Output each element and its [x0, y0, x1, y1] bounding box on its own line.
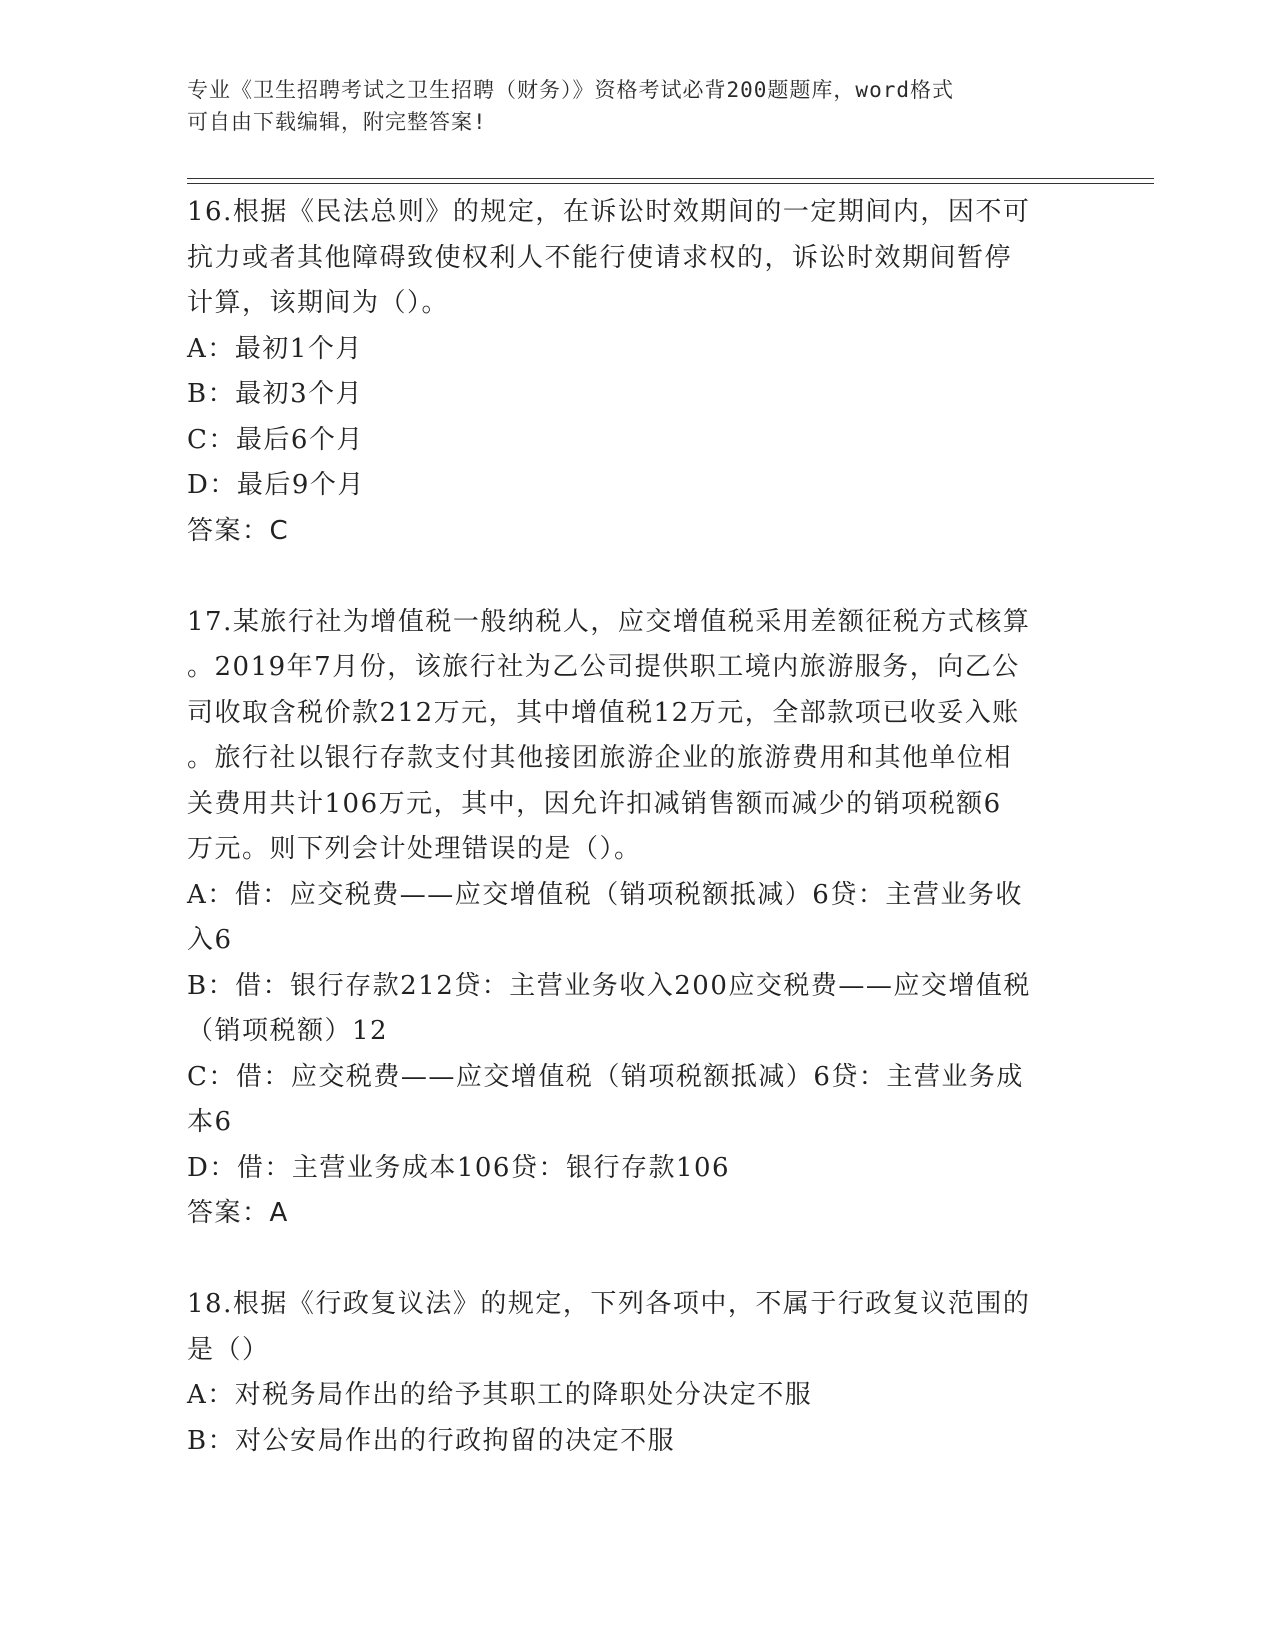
option-a-continued: 入6 [187, 925, 233, 955]
question-17 [187, 600, 1087, 1237]
option-b-continued: （销项税额）12 [187, 1016, 389, 1046]
option-b: B：最初3个月 [187, 379, 364, 409]
question-stem-line: 。2019年7月份，该旅行社为乙公司提供职工境内旅游服务，向乙公 [187, 652, 1020, 682]
question-stem-line: 16.根据《民法总则》的规定，在诉讼时效期间的一定期间内，因不可 [187, 197, 1031, 227]
spacer [187, 554, 1087, 600]
option-a: A：对税务局作出的给予其职工的降职处分决定不服 [187, 1380, 813, 1410]
answer-label: 答案：C [187, 515, 290, 546]
header-divider-bottom [187, 183, 1154, 184]
option-c: C：最后6个月 [187, 424, 364, 455]
document-header [187, 74, 1067, 138]
option-b: B：对公安局作出的行政拘留的决定不服 [187, 1425, 676, 1456]
option-b: B：借：银行存款212贷：主营业务收入200应交税费——应交增值税 [187, 970, 1031, 1001]
question-stem-line: 是（） [187, 1334, 270, 1365]
question-stem-line: 。旅行社以银行存款支付其他接团旅游企业的旅游费用和其他单位相 [187, 743, 1013, 773]
option-c: C：借：应交税费——应交增值税（销项税额抵减）6贷：主营业务成 [187, 1061, 1024, 1092]
option-c-continued: 本6 [187, 1107, 233, 1137]
question-stem-line: 关费用共计106万元，其中，因允许扣减销售额而减少的销项税额6 [187, 788, 1002, 819]
header-line: 可自由下载编辑，附完整答案! [187, 110, 487, 134]
question-stem-line: 18.根据《行政复议法》的规定，下列各项中，不属于行政复议范围的 [187, 1289, 1031, 1319]
question-16 [187, 190, 1087, 554]
question-stem-line: 司收取含税价款212万元，其中增值税12万元，全部款项已收妥入账 [187, 697, 1020, 728]
question-list [187, 190, 1087, 1464]
option-a: A：最初1个月 [187, 333, 363, 364]
answer-label: 答案：A [187, 1198, 289, 1228]
option-a: A：借：应交税费——应交增值税（销项税额抵减）6贷：主营业务收 [187, 879, 1023, 910]
question-stem-line: 抗力或者其他障碍致使权利人不能行使请求权的，诉讼时效期间暂停 [187, 242, 1013, 273]
question-stem-line: 17.某旅行社为增值税一般纳税人，应交增值税采用差额征税方式核算 [187, 606, 1031, 637]
header-line: 专业《卫生招聘考试之卫生招聘（财务）》资格考试必背200题题库，word格式 [187, 78, 954, 102]
option-d: D：借：主营业务成本106贷：银行存款106 [187, 1152, 731, 1183]
question-stem-line: 计算，该期间为（）。 [187, 288, 450, 318]
header-divider-top [187, 178, 1154, 179]
question-18 [187, 1282, 1087, 1464]
option-d: D：最后9个月 [187, 470, 365, 500]
question-stem-line: 万元。则下列会计处理错误的是（）。 [187, 834, 642, 864]
spacer [187, 1237, 1087, 1283]
